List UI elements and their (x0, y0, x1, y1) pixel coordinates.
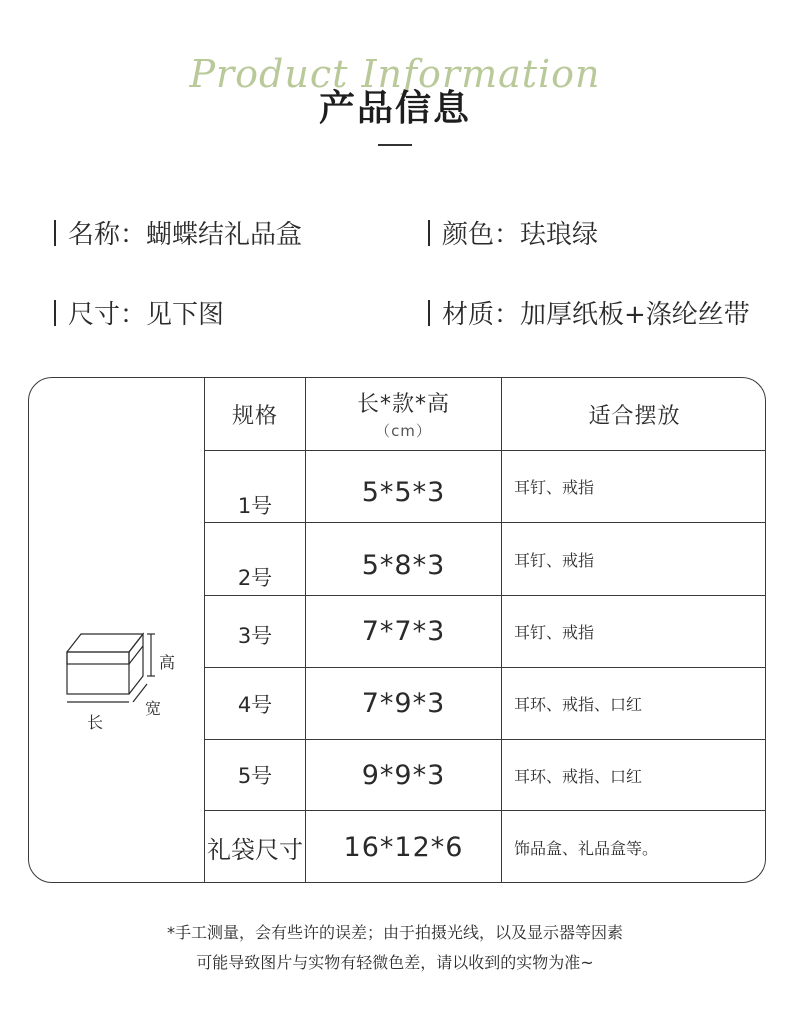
table-row-dims: 7*9*3 (361, 688, 446, 719)
table-row-dims: 16*12*6 (343, 832, 464, 863)
info-size (54, 294, 224, 331)
info-size-text: 尺寸：见下图 (68, 300, 225, 330)
info-bar (54, 220, 56, 246)
header-dims-label: 长*款*高 (356, 392, 450, 417)
table-row-use: 饰品盒、礼品盒等。 (514, 839, 659, 858)
table-row-dims: 7*7*3 (361, 616, 446, 647)
info-bar (428, 300, 430, 326)
disclaimer-line-1: *手工测量，会有些许的误差；由于拍摄光线，以及显示器等因素 (166, 923, 623, 942)
table-row-spec: 3号 (237, 623, 273, 648)
title-divider (378, 144, 412, 146)
header-spec: 规格 (231, 403, 278, 429)
box-front-face (67, 652, 129, 694)
info-color-text: 颜色：珐琅绿 (442, 220, 599, 250)
table-row-spec: 5号 (237, 764, 273, 788)
script-title: Product Information (189, 52, 601, 96)
box-width-label: 宽 (145, 699, 162, 718)
info-bar (428, 220, 430, 246)
table-row-dims: 5*8*3 (361, 549, 446, 581)
header-use: 适合摆放 (588, 403, 681, 429)
table-row-use: 耳钉、戒指 (514, 550, 595, 570)
info-name-text: 名称：蝴蝶结礼品盒 (68, 220, 303, 250)
page-title: 产品信息 (318, 88, 471, 129)
table-row-spec: 礼袋尺寸 (207, 836, 303, 864)
info-material (428, 294, 750, 331)
box-lid-front (67, 652, 129, 664)
disclaimer-line-2: 可能导致图片与实物有轻微色差，请以收到的实物为准~ (196, 953, 594, 972)
box-height-label: 高 (159, 653, 176, 672)
table-row-dims: 5*5*3 (361, 477, 446, 508)
table-row-spec: 1号 (237, 493, 273, 518)
info-material-text: 材质：加厚纸板+涤纶丝带 (442, 300, 750, 330)
table-row-dims: 9*9*3 (361, 759, 446, 791)
size-table-card (28, 377, 766, 883)
header-dims-unit: （cm） (375, 422, 432, 440)
table-row-use: 耳钉、戒指 (514, 478, 595, 497)
table-row-use: 耳环、戒指、口红 (514, 695, 643, 714)
box-side-face (129, 634, 143, 694)
table-row-spec: 2号 (237, 566, 273, 590)
info-name (54, 214, 302, 251)
info-color (428, 214, 598, 251)
table-row-use: 耳钉、戒指 (514, 623, 595, 642)
box-length-label: 长 (87, 713, 104, 732)
info-bar (54, 300, 56, 326)
table-row-use: 耳环、戒指、口红 (514, 766, 643, 786)
table-row-spec: 4号 (237, 692, 273, 717)
header-dims (306, 378, 501, 450)
